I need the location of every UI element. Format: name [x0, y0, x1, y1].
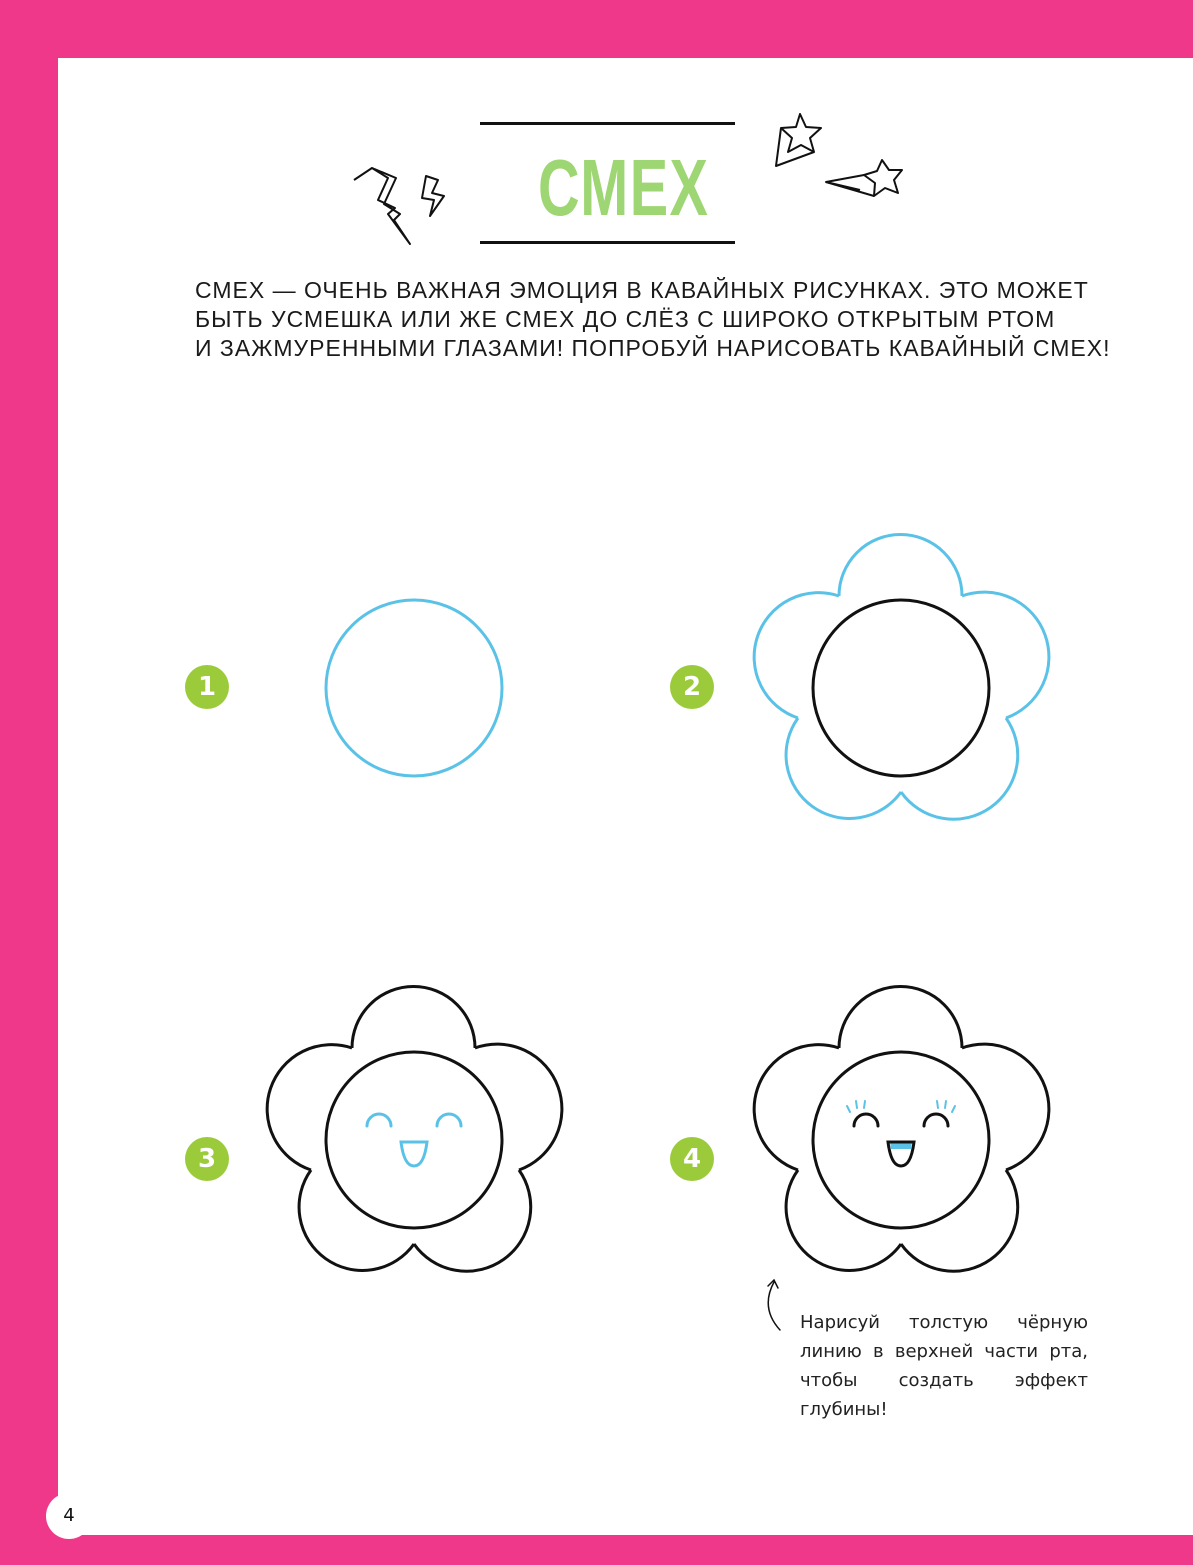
step-3-face [367, 1114, 461, 1166]
star-icon [826, 160, 902, 196]
tip-text: Нарисуй толстую чёрную линию в верхней части рта, чтобы создать эффект глубины! [800, 1312, 1088, 1420]
page-number: 4 [46, 1493, 92, 1539]
step-badge-1: 1 [185, 665, 229, 709]
lightning-bolt-icon [354, 168, 410, 244]
step-2-center [813, 600, 989, 776]
step-4-center [813, 1052, 989, 1228]
intro-line: СМЕХ — ОЧЕНЬ ВАЖНАЯ ЭМОЦИЯ В КАВАЙНЫХ РИСУНКАХ. ЭТО МОЖЕТ [195, 277, 1089, 303]
tip-arrow-icon [768, 1280, 780, 1330]
step-4-face [847, 1101, 955, 1166]
step-badge-4: 4 [670, 1137, 714, 1181]
intro-line: БЫТЬ УСМЕШКА ИЛИ ЖЕ СМЕХ ДО СЛЁЗ С ШИРОКО ОТКРЫТЫМ РТОМ [195, 306, 1056, 332]
step-badge-2: 2 [670, 665, 714, 709]
star-icon [776, 114, 821, 166]
lightning-bolt-icon [422, 176, 444, 216]
page-title: СМЕХ [538, 143, 710, 232]
step-badge-3: 3 [185, 1137, 229, 1181]
step-1-circle [326, 600, 502, 776]
intro-line: И ЗАЖМУРЕННЫМИ ГЛАЗАМИ! ПОПРОБУЙ НАРИСОВАТЬ КАВАЙНЫЙ СМЕХ! [195, 335, 1111, 361]
step-3-center [326, 1052, 502, 1228]
